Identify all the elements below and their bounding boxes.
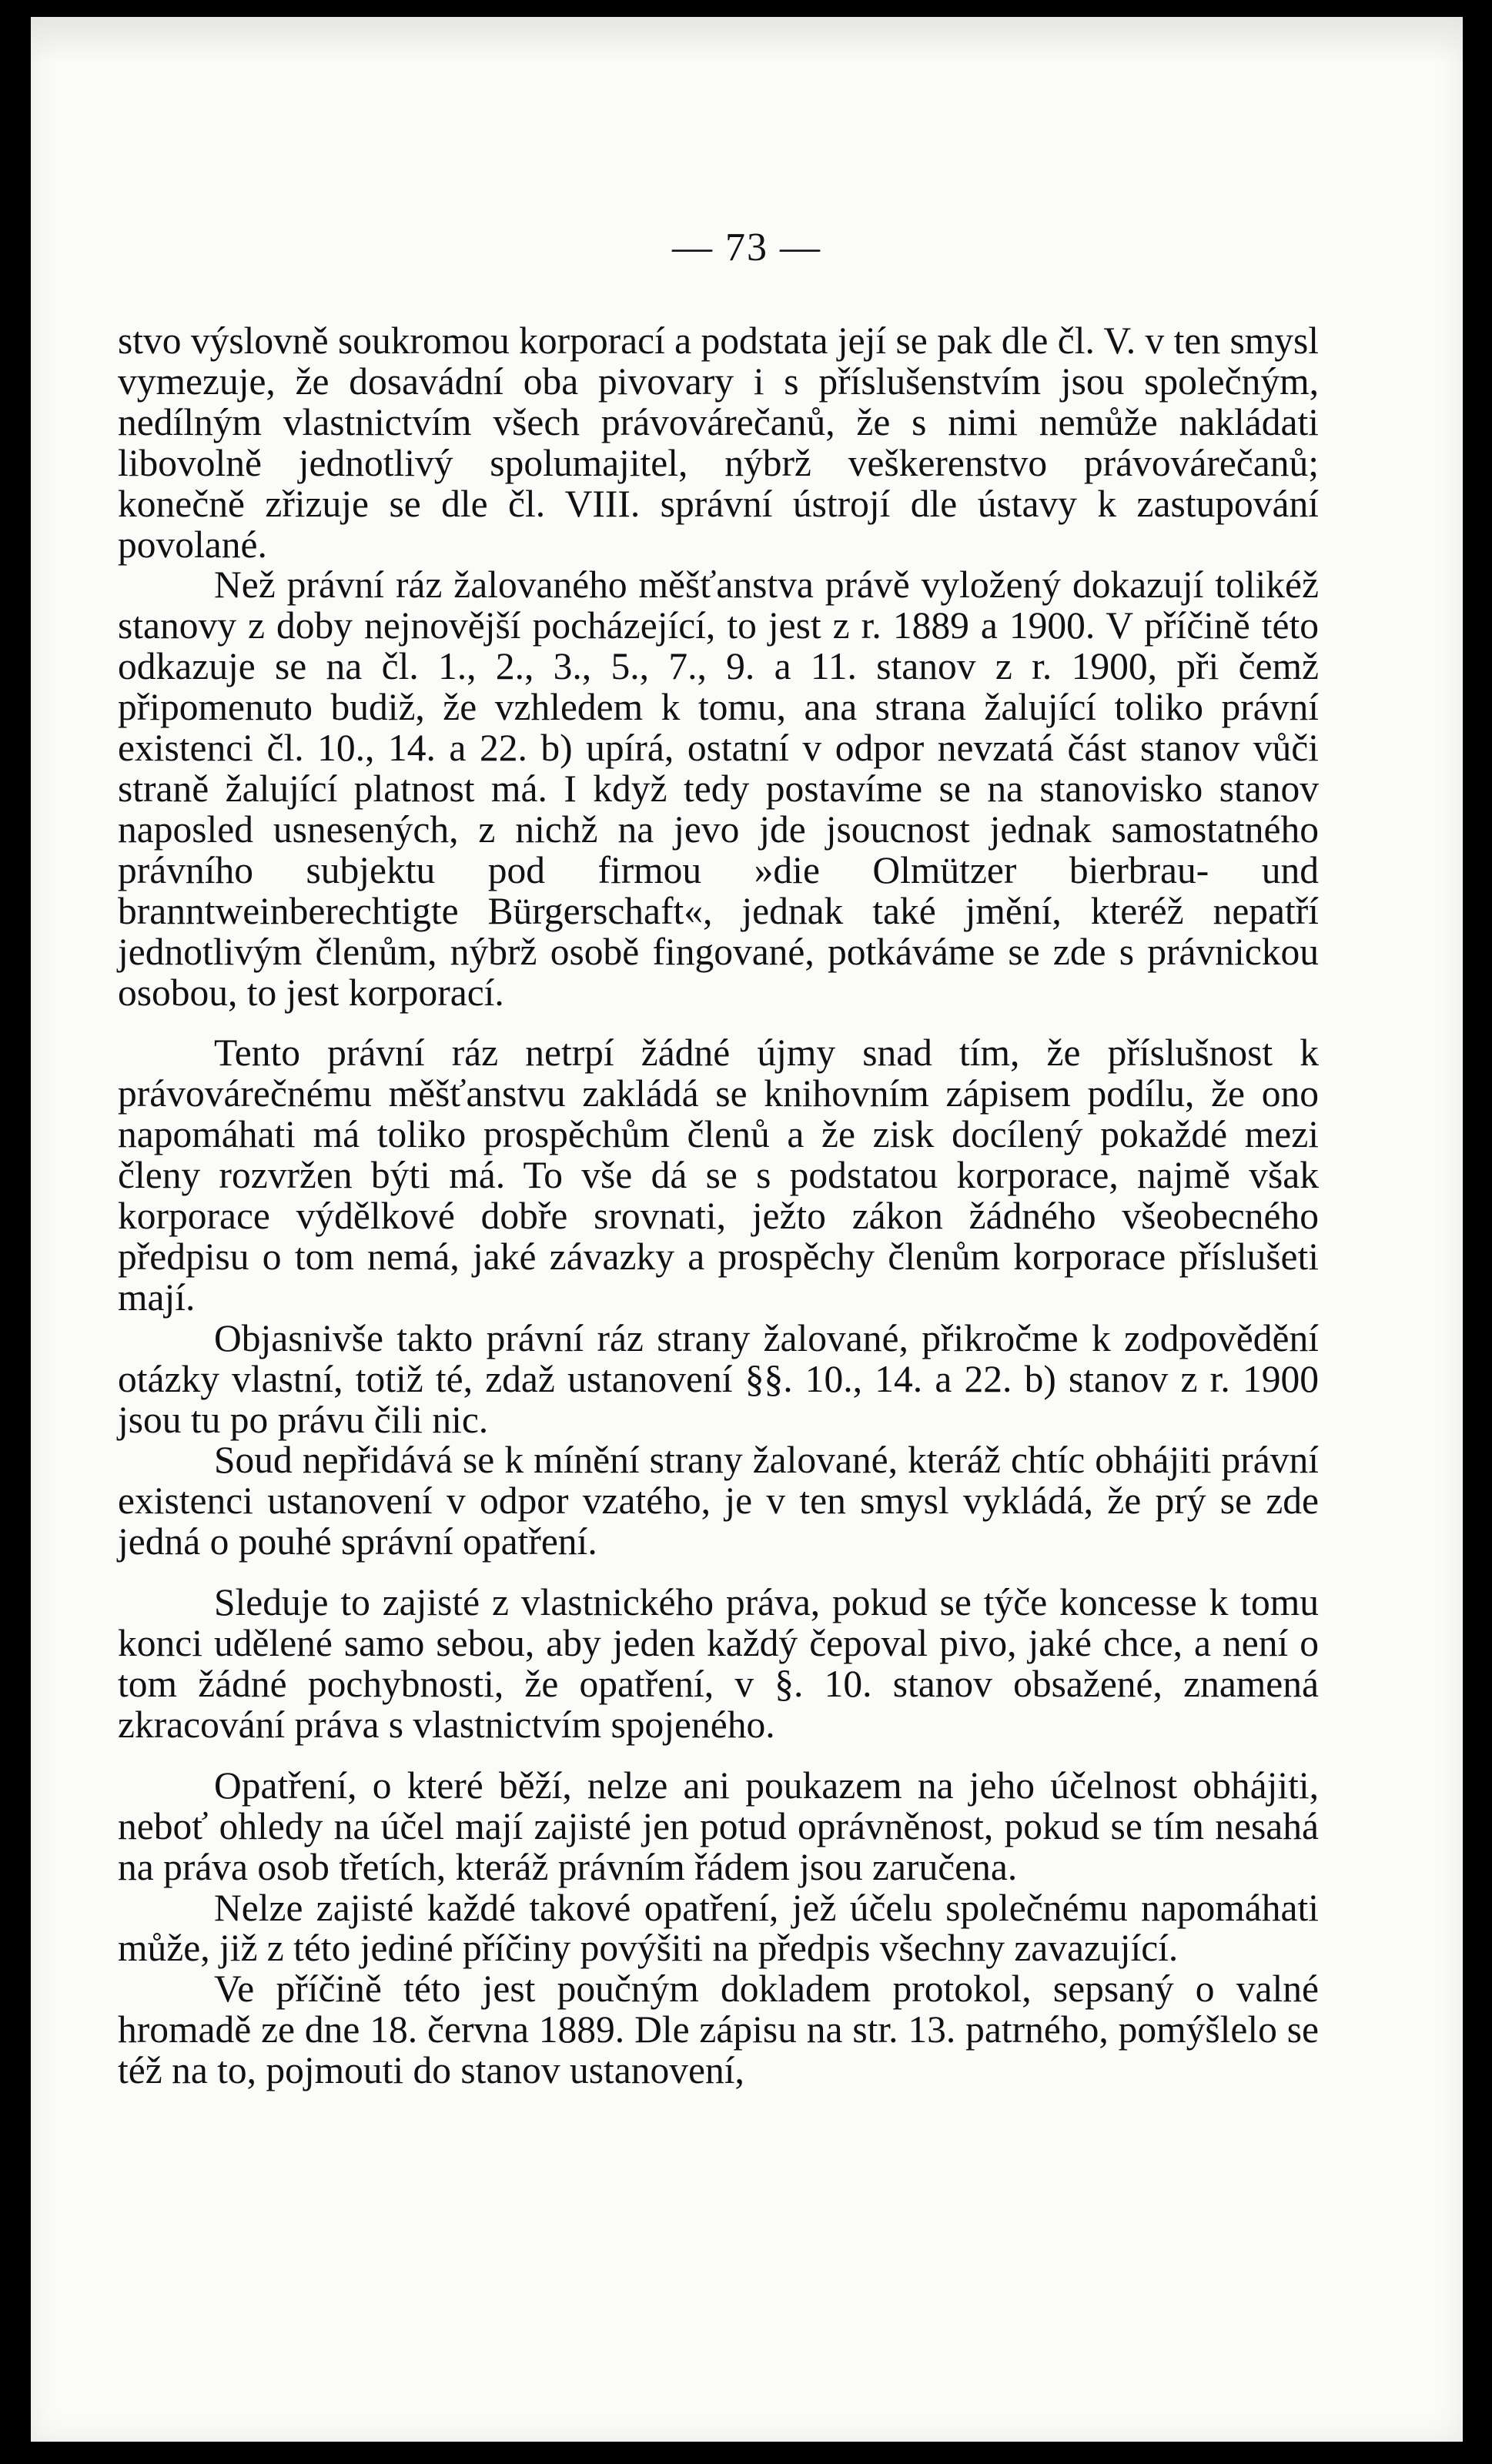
paragraph-2: Než právní ráz žalovaného měšťanstva právě vyložený dokazují tolikéž stanovy z doby nejnovější pocházející, to jest z r. 1889 a 1900. V příčině této odkazuje se na čl. 1., 2., 3., 5., 7., 9. a 11. stanov z r. 1900, při čemž připomenuto budiž, že vzhledem k tomu, ana strana žalující toliko právní existenci čl. 10., 14. a 22. b) upírá, ostatní v odpor nevzatá část stanov vůči straně žalující platnost má. I když tedy postavíme se na stanovisko stanov naposled usnesených, z nichž na jevo jde jsoucnost jednak samostatného právního subjektu pod firmou »die Olmützer bierbrau- und branntweinberechtigte Bürgerschaft«, jednak také jmění, kteréž nepatří jednotlivým členům, nýbrž osobě fingované, potkáváme se zde s právnickou osobou, to jest korporací. xyxy=(118,563,1319,1014)
paragraph-3: Tento právní ráz netrpí žádné újmy snad tím, že příslušnost k právovárečnému měšťanstvu zakládá se knihovním zápisem podílu, že ono napomáhati má toliko prospěchům členů a že zisk docílený pokaždé mezi členy rozvržen býti má. To vše dá se s podstatou korporace, najmě však korporace výdělkové dobře srovnati, ježto zákon žádného všeobecného předpisu o tom nemá, jaké závazky a prospěchy členům korporace příslušeti mají. xyxy=(118,1031,1319,1319)
paragraph-8: Nelze zajisté každé takové opatření, jež účelu společnému napomáhati může, již z této jediné příčiny povýšiti na předpis všechny zavazující. xyxy=(118,1886,1319,1970)
paragraph-6: Sleduje to zajisté z vlastnického práva, pokud se týče koncesse k tomu konci udělené samo sebou, aby jeden každý čepoval pivo, jaké chce, a není o tom žádné pochybnosti, že opatření, v §. 10. stanov obsažené, znamená zkracování práva s vlastnictvím spojeného. xyxy=(118,1581,1319,1746)
page-number: — 73 — xyxy=(672,226,821,269)
body-text xyxy=(118,321,1319,2091)
paragraph-7: Opatření, o které běží, nelze ani poukazem na jeho účelnost obhájiti, neboť ohledy na účel mají zajisté jen potud oprávněnost, pokud se tím nesahá na práva osob třetích, kteráž právním řádem jsou zaručena. xyxy=(118,1764,1319,1888)
paragraph-5: Soud nepřidává se k mínění strany žalované, kteráž chtíc obhájiti právní existenci ustanovení v odpor vzatého, je v ten smysl vykládá, že prý se zde jedná o pouhé správní opatření. xyxy=(118,1439,1319,1563)
scanned-page xyxy=(31,17,1463,2442)
scan-edge-shading xyxy=(31,17,1463,63)
paragraph-4: Objasnivše takto právní ráz strany žalované, přikročme k zodpovědění otázky vlastní, totiž té, zdaž ustanovení §§. 10., 14. a 22. b) stanov z r. 1900 jsou tu po právu čili nic. xyxy=(118,1316,1319,1441)
paragraph-1: stvo výslovně soukromou korporací a podstata její se pak dle čl. V. v ten smysl vymezuje, že dosavádní oba pivovary i s příslušenstvím jsou společným, nedílným vlastnictvím všech právovárečanů, že s nimi nemůže nakládati libovolně jednotlivý spolumajitel, nýbrž veškerenstvo právovárečanů; konečně zřizuje se dle čl. VIII. správní ústrojí dle ústavy k zastupování povolané. xyxy=(118,319,1319,566)
paragraph-9: Ve příčině této jest poučným dokladem protokol, sepsaný o valné hromadě ze dne 18. června 1889. Dle zápisu na str. 13. patrného, pomýšlelo se též na to, pojmouti do stanov ustanovení, xyxy=(118,1968,1319,2092)
